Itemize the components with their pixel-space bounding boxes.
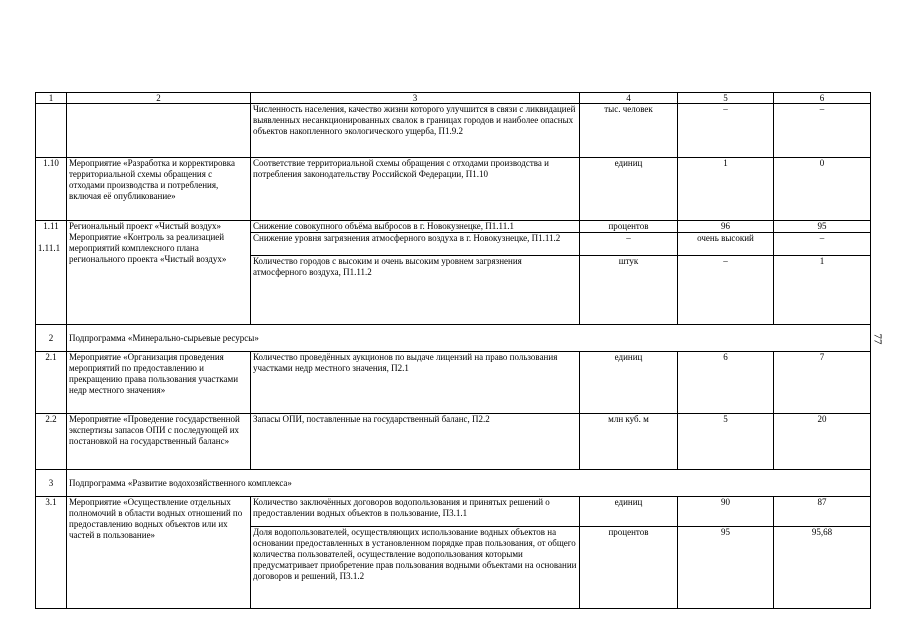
section-number: 3 <box>36 470 67 497</box>
table-row <box>36 158 871 221</box>
column-number-row <box>36 93 871 104</box>
row-number: 1.10 <box>36 158 67 221</box>
measure-cell: Мероприятие «Разработка и корректировка территориальной схемы обращения с отходами производства и потребления, включая её опубликование» <box>67 158 251 221</box>
measure-cell <box>67 221 251 325</box>
unit-cell: млн куб. м <box>580 414 678 470</box>
unit-cell: процентов <box>580 527 678 609</box>
column-number: 1 <box>36 93 67 104</box>
indicator-cell: Численность населения, качество жизни которого улучшится в связи с ликвидацией выявленных несанкционированных свалок в границах городов и наиболее опасных объектов накопленного экологического ущерба, П1.9.2 <box>251 104 580 158</box>
section-row <box>36 325 871 352</box>
column-number: 2 <box>67 93 251 104</box>
value-cell: 7 <box>774 352 871 414</box>
unit-cell: – <box>580 233 678 256</box>
column-number: 4 <box>580 93 678 104</box>
indicator-cell: Снижение совокупного объёма выбросов в г. Новокузнецке, П1.11.1 <box>251 221 580 233</box>
unit-cell: единиц <box>580 352 678 414</box>
indicator-cell: Доля водопользователей, осуществляющих использование водных объектов на основании предоставленных в установленном порядке прав пользования, от общего количества пользователей, осуществление водопользования которыми предусматривает приобретение прав пользования водными объектами на основании договоров и решений, П3.1.2 <box>251 527 580 609</box>
table-row <box>36 414 871 470</box>
value-cell: – <box>678 256 774 325</box>
row-number <box>36 221 67 325</box>
table-row <box>36 104 871 158</box>
indicators-table <box>35 92 871 609</box>
table-row <box>36 221 871 233</box>
row-number: 3.1 <box>36 497 67 609</box>
measure-cell: Мероприятие «Организация проведения мероприятий по предоставлению и прекращению права пользования участками недр местного значения» <box>67 352 251 414</box>
section-number: 2 <box>36 325 67 352</box>
indicator-cell: Соответствие территориальной схемы обращения с отходами производства и потребления законодательству Российской Федерации, П1.10 <box>251 158 580 221</box>
value-cell: 6 <box>678 352 774 414</box>
indicator-cell: Количество городов с высоким и очень высоким уровнем загрязнения атмосферного воздуха, П1.11.2 <box>251 256 580 325</box>
value-cell: 1 <box>774 256 871 325</box>
project-title: Региональный проект «Чистый воздух» <box>69 221 222 231</box>
row-number-project: 1.11 <box>43 221 59 231</box>
measure-cell: Мероприятие «Осуществление отдельных полномочий в области водных отношений по предоставлению водных объектов или их частей в пользование» <box>67 497 251 609</box>
unit-cell: тыс. человек <box>580 104 678 158</box>
unit-cell: единиц <box>580 158 678 221</box>
row-number <box>36 104 67 158</box>
indicator-cell: Снижение уровня загрязнения атмосферного воздуха в г. Новокузнецке, П1.11.2 <box>251 233 580 256</box>
unit-cell: процентов <box>580 221 678 233</box>
column-number: 6 <box>774 93 871 104</box>
value-cell: 0 <box>774 158 871 221</box>
value-cell: – <box>774 233 871 256</box>
measure-cell <box>67 104 251 158</box>
measure-title: Мероприятие «Контроль за реализацией мероприятий комплексного плана регионального проекта «Чистый воздух» <box>69 232 227 264</box>
value-cell: – <box>678 104 774 158</box>
value-cell: очень высокий <box>678 233 774 256</box>
column-number: 5 <box>678 93 774 104</box>
value-cell: 95,68 <box>774 527 871 609</box>
column-number: 3 <box>251 93 580 104</box>
measure-cell: Мероприятие «Проведение государственной экспертизы запасов ОПИ с последующей их постановкой на государственный баланс» <box>67 414 251 470</box>
indicator-cell: Количество заключённых договоров водопользования и принятых решений о предоставлении водных объектов в пользование, П3.1.1 <box>251 497 580 527</box>
section-title: Подпрограмма «Развитие водохозяйственного комплекса» <box>67 470 871 497</box>
unit-cell: штук <box>580 256 678 325</box>
indicator-cell: Количество проведённых аукционов по выдаче лицензий на право пользования участками недр местного значения, П2.1 <box>251 352 580 414</box>
value-cell: 87 <box>774 497 871 527</box>
value-cell: 96 <box>678 221 774 233</box>
unit-cell: единиц <box>580 497 678 527</box>
table-row <box>36 352 871 414</box>
page-number: 77 <box>871 333 884 345</box>
value-cell: 20 <box>774 414 871 470</box>
row-number-measure: 1.11.1 <box>37 243 61 253</box>
section-row <box>36 470 871 497</box>
value-cell: 95 <box>678 527 774 609</box>
value-cell: 1 <box>678 158 774 221</box>
table-row <box>36 497 871 527</box>
row-number: 2.2 <box>36 414 67 470</box>
value-cell: 90 <box>678 497 774 527</box>
value-cell: 5 <box>678 414 774 470</box>
value-cell: – <box>774 104 871 158</box>
section-title: Подпрограмма «Минерально-сырьевые ресурсы» <box>67 325 871 352</box>
indicator-cell: Запасы ОПИ, поставленные на государственный баланс, П2.2 <box>251 414 580 470</box>
value-cell: 95 <box>774 221 871 233</box>
row-number: 2.1 <box>36 352 67 414</box>
